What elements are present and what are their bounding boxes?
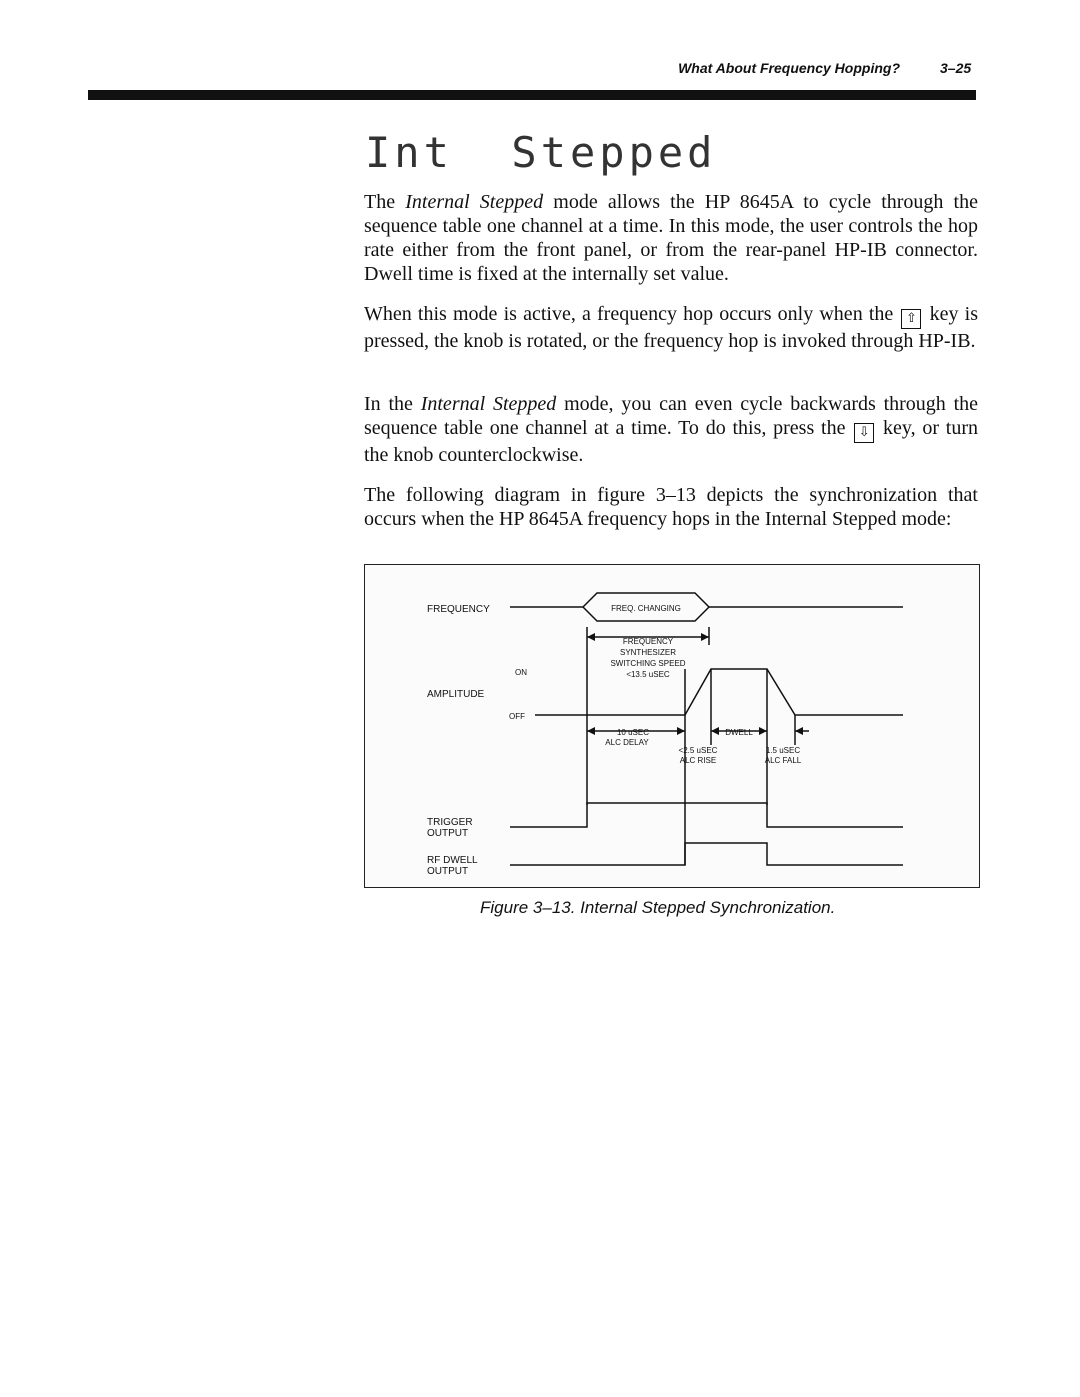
- label-alc-fall: ALC FALL: [764, 756, 802, 765]
- label-alc-rise-value: <2.5 uSEC: [678, 746, 718, 755]
- label-rf-dwell-line2: OUTPUT: [427, 866, 469, 877]
- up-arrow-key-icon: ⇧: [901, 309, 921, 329]
- alc-delay-arrowhead-right: [677, 727, 685, 735]
- timing-diagram: [364, 564, 980, 888]
- dwell-arrowhead-left: [711, 727, 719, 735]
- label-freq-changing: FREQ. CHANGING: [611, 604, 681, 613]
- label-fs-line4: <13.5 uSEC: [626, 670, 670, 679]
- label-fs-line1: FREQUENCY: [622, 637, 674, 646]
- page-header: [0, 56, 1080, 80]
- down-arrow-key-icon: ⇩: [854, 423, 874, 443]
- paragraph-3: In the Internal Stepped mode, you can even cycle backwards through the sequence table one channel at a time. To do this, press the ⇩ key, or turn the knob counterclockwise.: [364, 393, 979, 466]
- label-on: ON: [515, 668, 527, 677]
- section-title: What About Frequency Hopping?: [678, 60, 900, 76]
- label-trigger-line2: OUTPUT: [427, 828, 469, 839]
- label-alc-delay-value: 10 uSEC: [616, 728, 650, 737]
- label-alc-delay: ALC DELAY: [605, 738, 649, 747]
- label-rf-dwell-line1: RF DWELL: [427, 855, 478, 866]
- header-rule: [88, 90, 976, 100]
- label-alc-rise: ALC RISE: [679, 756, 717, 765]
- label-dwell: DWELL: [725, 728, 753, 737]
- label-alc-fall-value: 1.5 uSEC: [765, 746, 801, 755]
- figure-caption: Figure 3–13. Internal Stepped Synchronization.: [480, 898, 836, 917]
- paragraph-2: When this mode is active, a frequency hop occurs only when the ⇧ key is pressed, the knob is rotated, or the frequency hop is invoked through HP-IB.: [364, 303, 978, 352]
- label-fs-line3: SWITCHING SPEED: [610, 659, 686, 668]
- amplitude-trace: [535, 669, 903, 715]
- alc-fall-arrowhead: [795, 727, 803, 735]
- fs-arrowhead-left: [587, 633, 595, 641]
- emphasis-internal-stepped: Internal Stepped: [420, 393, 557, 415]
- page-number: 3–25: [940, 60, 972, 76]
- alc-delay-arrowhead-left: [587, 727, 595, 735]
- label-amplitude: AMPLITUDE: [427, 689, 485, 700]
- timing-diagram-svg: [365, 565, 979, 887]
- paragraph-1: The Internal Stepped mode allows the HP 8645A to cycle through the sequence table one channel at a time. In this mode, the user controls the hop rate either from the front panel, or from the rear-panel HP-IB connector. Dwell time is fixed at the internally set value.: [364, 191, 978, 285]
- label-off: OFF: [509, 712, 525, 721]
- label-trigger-line1: TRIGGER: [427, 817, 473, 828]
- dwell-arrowhead-right: [759, 727, 767, 735]
- emphasis-internal-stepped: Internal Stepped: [405, 191, 544, 213]
- label-fs-line2: SYNTHESIZER: [619, 648, 677, 657]
- fs-arrowhead-right: [701, 633, 709, 641]
- paragraph-4: The following diagram in figure 3–13 depicts the synchronization that occurs when the HP 8645A frequency hops in the Internal Stepped mode:: [364, 484, 978, 530]
- rf-dwell-output-trace: [510, 843, 903, 865]
- label-frequency: FREQUENCY: [427, 604, 490, 615]
- lcd-heading: Int Stepped: [365, 128, 717, 177]
- trigger-output-trace: [510, 803, 903, 827]
